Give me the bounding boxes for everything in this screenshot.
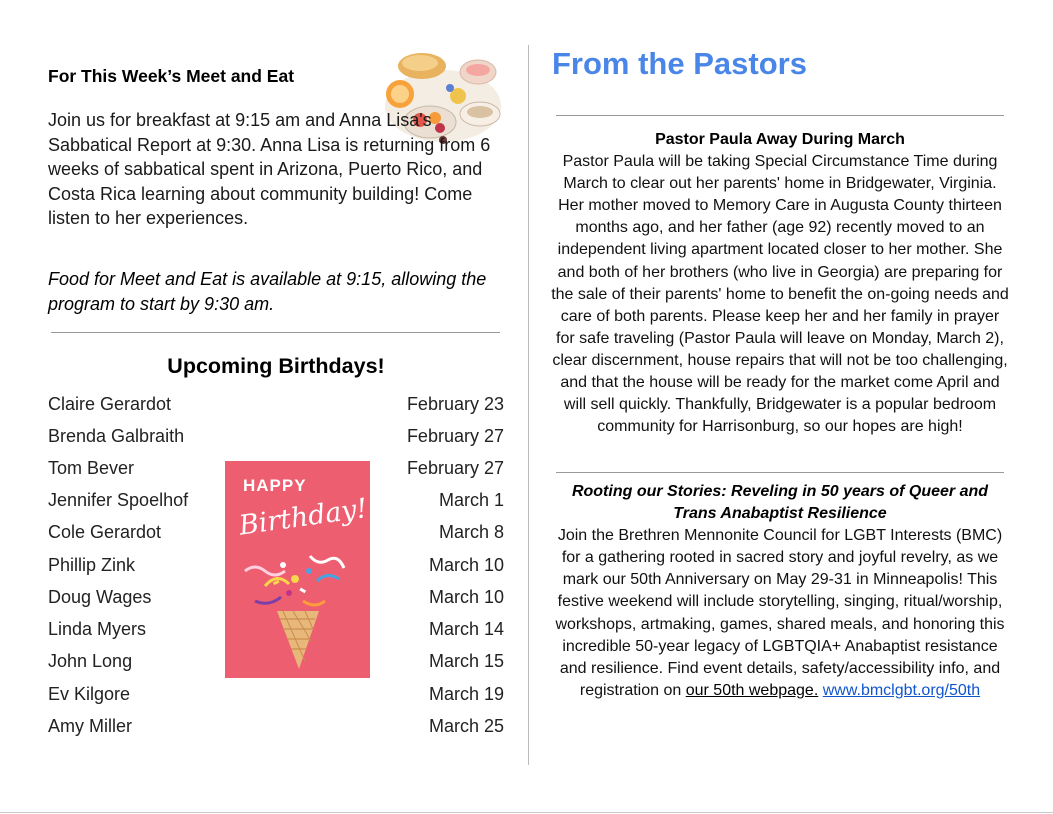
- birthday-name: Jennifer Spoelhof: [48, 490, 189, 510]
- birthday-date: March 19: [428, 684, 504, 704]
- birthday-date: February 23: [406, 394, 504, 414]
- left-divider: [51, 332, 500, 333]
- birthday-name: Doug Wages: [48, 587, 152, 607]
- meet-and-eat-title: For This Week’s Meet and Eat: [48, 66, 295, 86]
- webpage-link[interactable]: our 50th webpage.: [685, 681, 819, 699]
- birthday-name: Phillip Zink: [48, 555, 136, 575]
- birthday-card-image: [225, 461, 370, 678]
- article-heading: Pastor Paula Away During March: [655, 131, 905, 148]
- birthday-date: February 27: [406, 458, 504, 478]
- url-link[interactable]: www.bmclgbt.org/50th: [822, 681, 981, 699]
- right-divider-top: [556, 115, 1004, 116]
- column-divider: [528, 45, 529, 765]
- birthday-row: [48, 716, 504, 748]
- birthday-date: March 25: [428, 716, 504, 736]
- birthday-row: [48, 426, 504, 458]
- birthday-date: March 1: [438, 490, 504, 510]
- birthday-date: March 8: [438, 522, 504, 542]
- article-heading: Rooting our Stories: Reveling in 50 years of Queer and Trans Anabaptist Resilience: [571, 483, 989, 523]
- meet-and-eat-note: Food for Meet and Eat is available at 9:15, allowing the program to start by 9:30 am.: [48, 269, 487, 314]
- from-the-pastors-title: From the Pastors: [552, 46, 807, 81]
- article-rooting-our-stories: [550, 481, 1010, 702]
- birthday-date: March 10: [428, 587, 504, 607]
- birthday-name: Claire Gerardot: [48, 394, 172, 414]
- meet-and-eat-body: Join us for breakfast at 9:15 am and Anna Lisa's Sabbatical Report at 9:30. Anna Lisa is returning from 6 weeks of sabbatical spent in Arizona, Puerto Rico, and Costa Rica learning about community building! Come listen to her experiences.: [48, 110, 491, 229]
- birthday-row: [48, 684, 504, 716]
- birthday-row: [48, 394, 504, 426]
- article-body: Pastor Paula will be taking Special Circumstance Time during March to clear out her parents' home in Bridgewater, Virginia. Her mother moved to Memory Care in Augusta County thirteen months ago, and her father (age 92) recently moved to an independent living apartment located closer to her mother. She and both of her brothers (who live in Georgia) are preparing for the sale of their parents' home to benefit the on-going needs and care of both parents. Please keep her and her family in prayer for safe traveling (Pastor Paula will leave on Monday, March 2), clear discernment, house repairs that will not be too challenging, and that the house will be ready for the market come April and will sell quickly. Thankfully, Bridgewater is a popular bedroom community for Harrisonburg, so our hopes are high!: [551, 153, 1009, 436]
- birthday-name: John Long: [48, 651, 133, 671]
- article-pastor-paula: [550, 129, 1010, 438]
- birthday-date: February 27: [406, 426, 504, 446]
- article-body: Join the Brethren Mennonite Council for LGBT Interests (BMC) for a gathering rooted in sacred story and joyful revelry, as we mark our 50th Anniversary on May 29-31 in Minneapolis! This festive weekend will include storytelling, singing, ritual/worship, workshops, artmaking, games, shared meals, and honoring this incredible 50-year legacy of LGBTQIA+ Anabaptist resistance and resilience. Find event details, safety/accessibility info, and registration on: [555, 527, 1005, 699]
- card-happy-text: HAPPY: [243, 476, 307, 495]
- birthday-name: Brenda Galbraith: [48, 426, 185, 446]
- birthday-name: Amy Miller: [48, 716, 132, 736]
- bottom-rule: [0, 812, 1053, 813]
- birthday-name: Linda Myers: [48, 619, 147, 639]
- right-divider-middle: [556, 472, 1004, 473]
- article-body-wrap: [550, 525, 1010, 702]
- birthday-date: March 14: [428, 619, 504, 639]
- birthday-name: Tom Bever: [48, 458, 135, 478]
- birthday-date: March 15: [428, 651, 504, 671]
- card-birthday-text: Birthday!: [237, 493, 370, 542]
- birthdays-title: Upcoming Birthdays!: [167, 354, 385, 378]
- birthday-card-graphic: [225, 461, 370, 678]
- birthday-name: Ev Kilgore: [48, 684, 131, 704]
- birthday-name: Cole Gerardot: [48, 522, 162, 542]
- birthday-date: March 10: [428, 555, 504, 575]
